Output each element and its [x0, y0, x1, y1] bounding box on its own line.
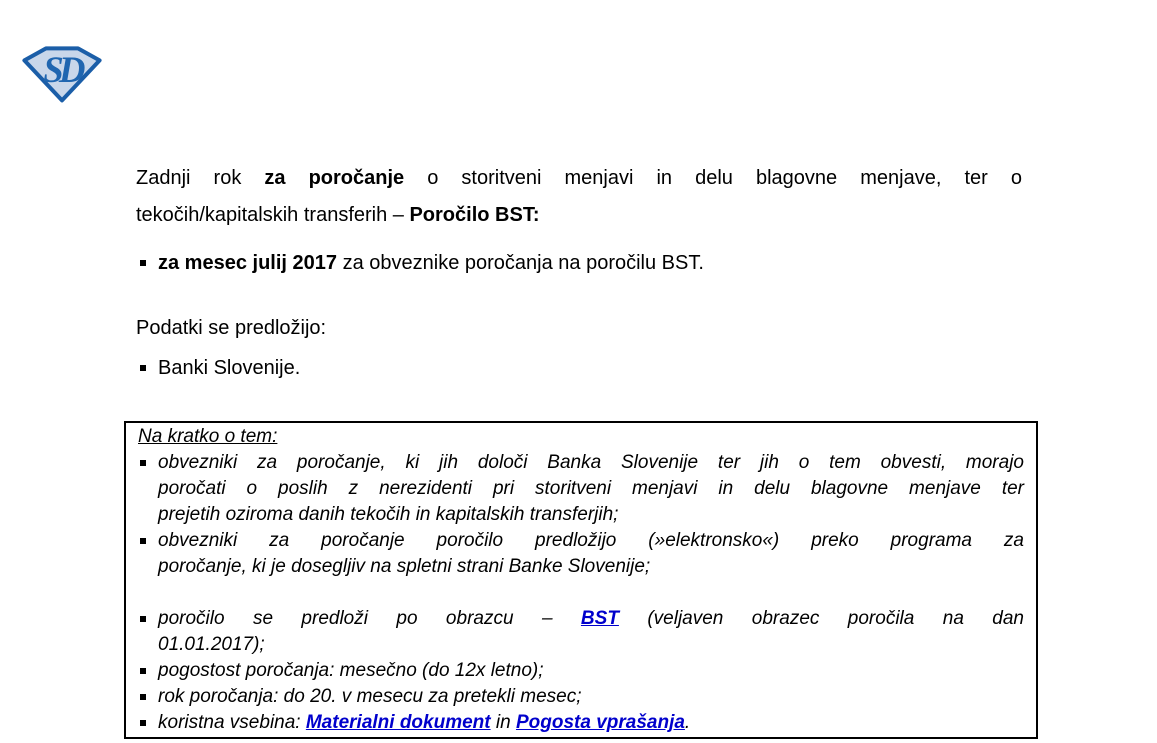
intro-text: tekočih/kapitalskih transferih – [136, 204, 410, 226]
summary-item-text: in [490, 712, 516, 733]
intro-text: o storitveni menjavi in delu blagovne menjave, ter o [404, 167, 1022, 189]
intro-line-2 [136, 197, 1022, 234]
summary-item-text: . [684, 712, 691, 733]
intro-line-1 [136, 160, 1022, 197]
submit-heading: Podatki se predložijo: [136, 317, 327, 339]
bullet-square-icon [140, 538, 146, 544]
summary-item-koristna-vsebina [138, 710, 1024, 736]
intro-paragraph [136, 160, 1022, 234]
summary-item-line: poročati o poslih z nerezidenti pri storitveni menjavi in delu blagovne menjave ter [158, 478, 1024, 499]
deadline-rest-text: za obveznike poročanja na poročilu BST. [337, 252, 704, 274]
summary-item-line: poročanje, ki je dosegljiv na spletni strani Banke Slovenije; [158, 556, 651, 577]
summary-item-line: obvezniki za poročanje poročilo predložijo (»elektronsko«) preko programa za [158, 530, 1024, 551]
pogosta-vprasanja-link[interactable]: Pogosta vprašanja [515, 712, 685, 733]
summary-item-text: koristna vsebina: [158, 712, 306, 733]
summary-item-text: poročilo se predloži po obrazcu – [158, 608, 581, 629]
sd-logo [22, 45, 102, 103]
main-content [136, 160, 1022, 382]
bullet-square-icon [140, 460, 146, 466]
bullet-square-icon [140, 365, 146, 371]
materialni-dokument-link[interactable]: Materialni dokument [305, 712, 491, 733]
summary-item-obvezniki-dolocitev [138, 450, 1024, 528]
deadline-bold-text: za mesec julij 2017 [158, 252, 338, 274]
bst-link[interactable]: BST [580, 608, 619, 629]
summary-item-elektronsko [138, 528, 1024, 580]
bullet-square-icon [140, 260, 146, 266]
bullet-square-icon [140, 694, 146, 700]
summary-item-line: rok poročanja: do 20. v mesecu za pretekli mesec; [158, 686, 582, 707]
bullet-square-icon [140, 720, 146, 726]
bullet-square-icon [140, 668, 146, 674]
intro-bold-text: za poročanje [264, 167, 405, 189]
submit-bullet-item [136, 355, 1022, 382]
intro-bold-text: Poročilo BST: [409, 204, 540, 226]
sd-logo-icon [22, 45, 102, 103]
intro-text: Zadnji rok [136, 167, 265, 189]
bullet-square-icon [140, 616, 146, 622]
deadline-bullet-item [136, 250, 1022, 277]
submit-bullet-text: Banki Slovenije. [158, 357, 301, 379]
summary-box [124, 421, 1038, 739]
summary-item-line: pogostost poročanja: mesečno (do 12x letno); [158, 660, 544, 681]
deadline-bullet-text [158, 252, 704, 274]
summary-item-text: (veljaven obrazec poročila na dan [618, 608, 1024, 629]
summary-item-pogostost [138, 658, 1024, 684]
summary-item-line [158, 606, 1024, 632]
summary-box-heading: Na kratko o tem: [138, 426, 278, 447]
sd-logo-letters: SD [43, 49, 81, 90]
summary-item-obrazec [138, 606, 1024, 658]
summary-item-line: prejetih oziroma danih tekočih in kapitalskih transferjih; [158, 504, 619, 525]
summary-item-line [158, 710, 1024, 736]
summary-item-line: 01.01.2017); [158, 634, 265, 655]
summary-item-rok [138, 684, 1024, 710]
summary-item-line: obvezniki za poročanje, ki jih določi Banka Slovenije ter jih o tem obvesti, morajo [158, 452, 1024, 473]
